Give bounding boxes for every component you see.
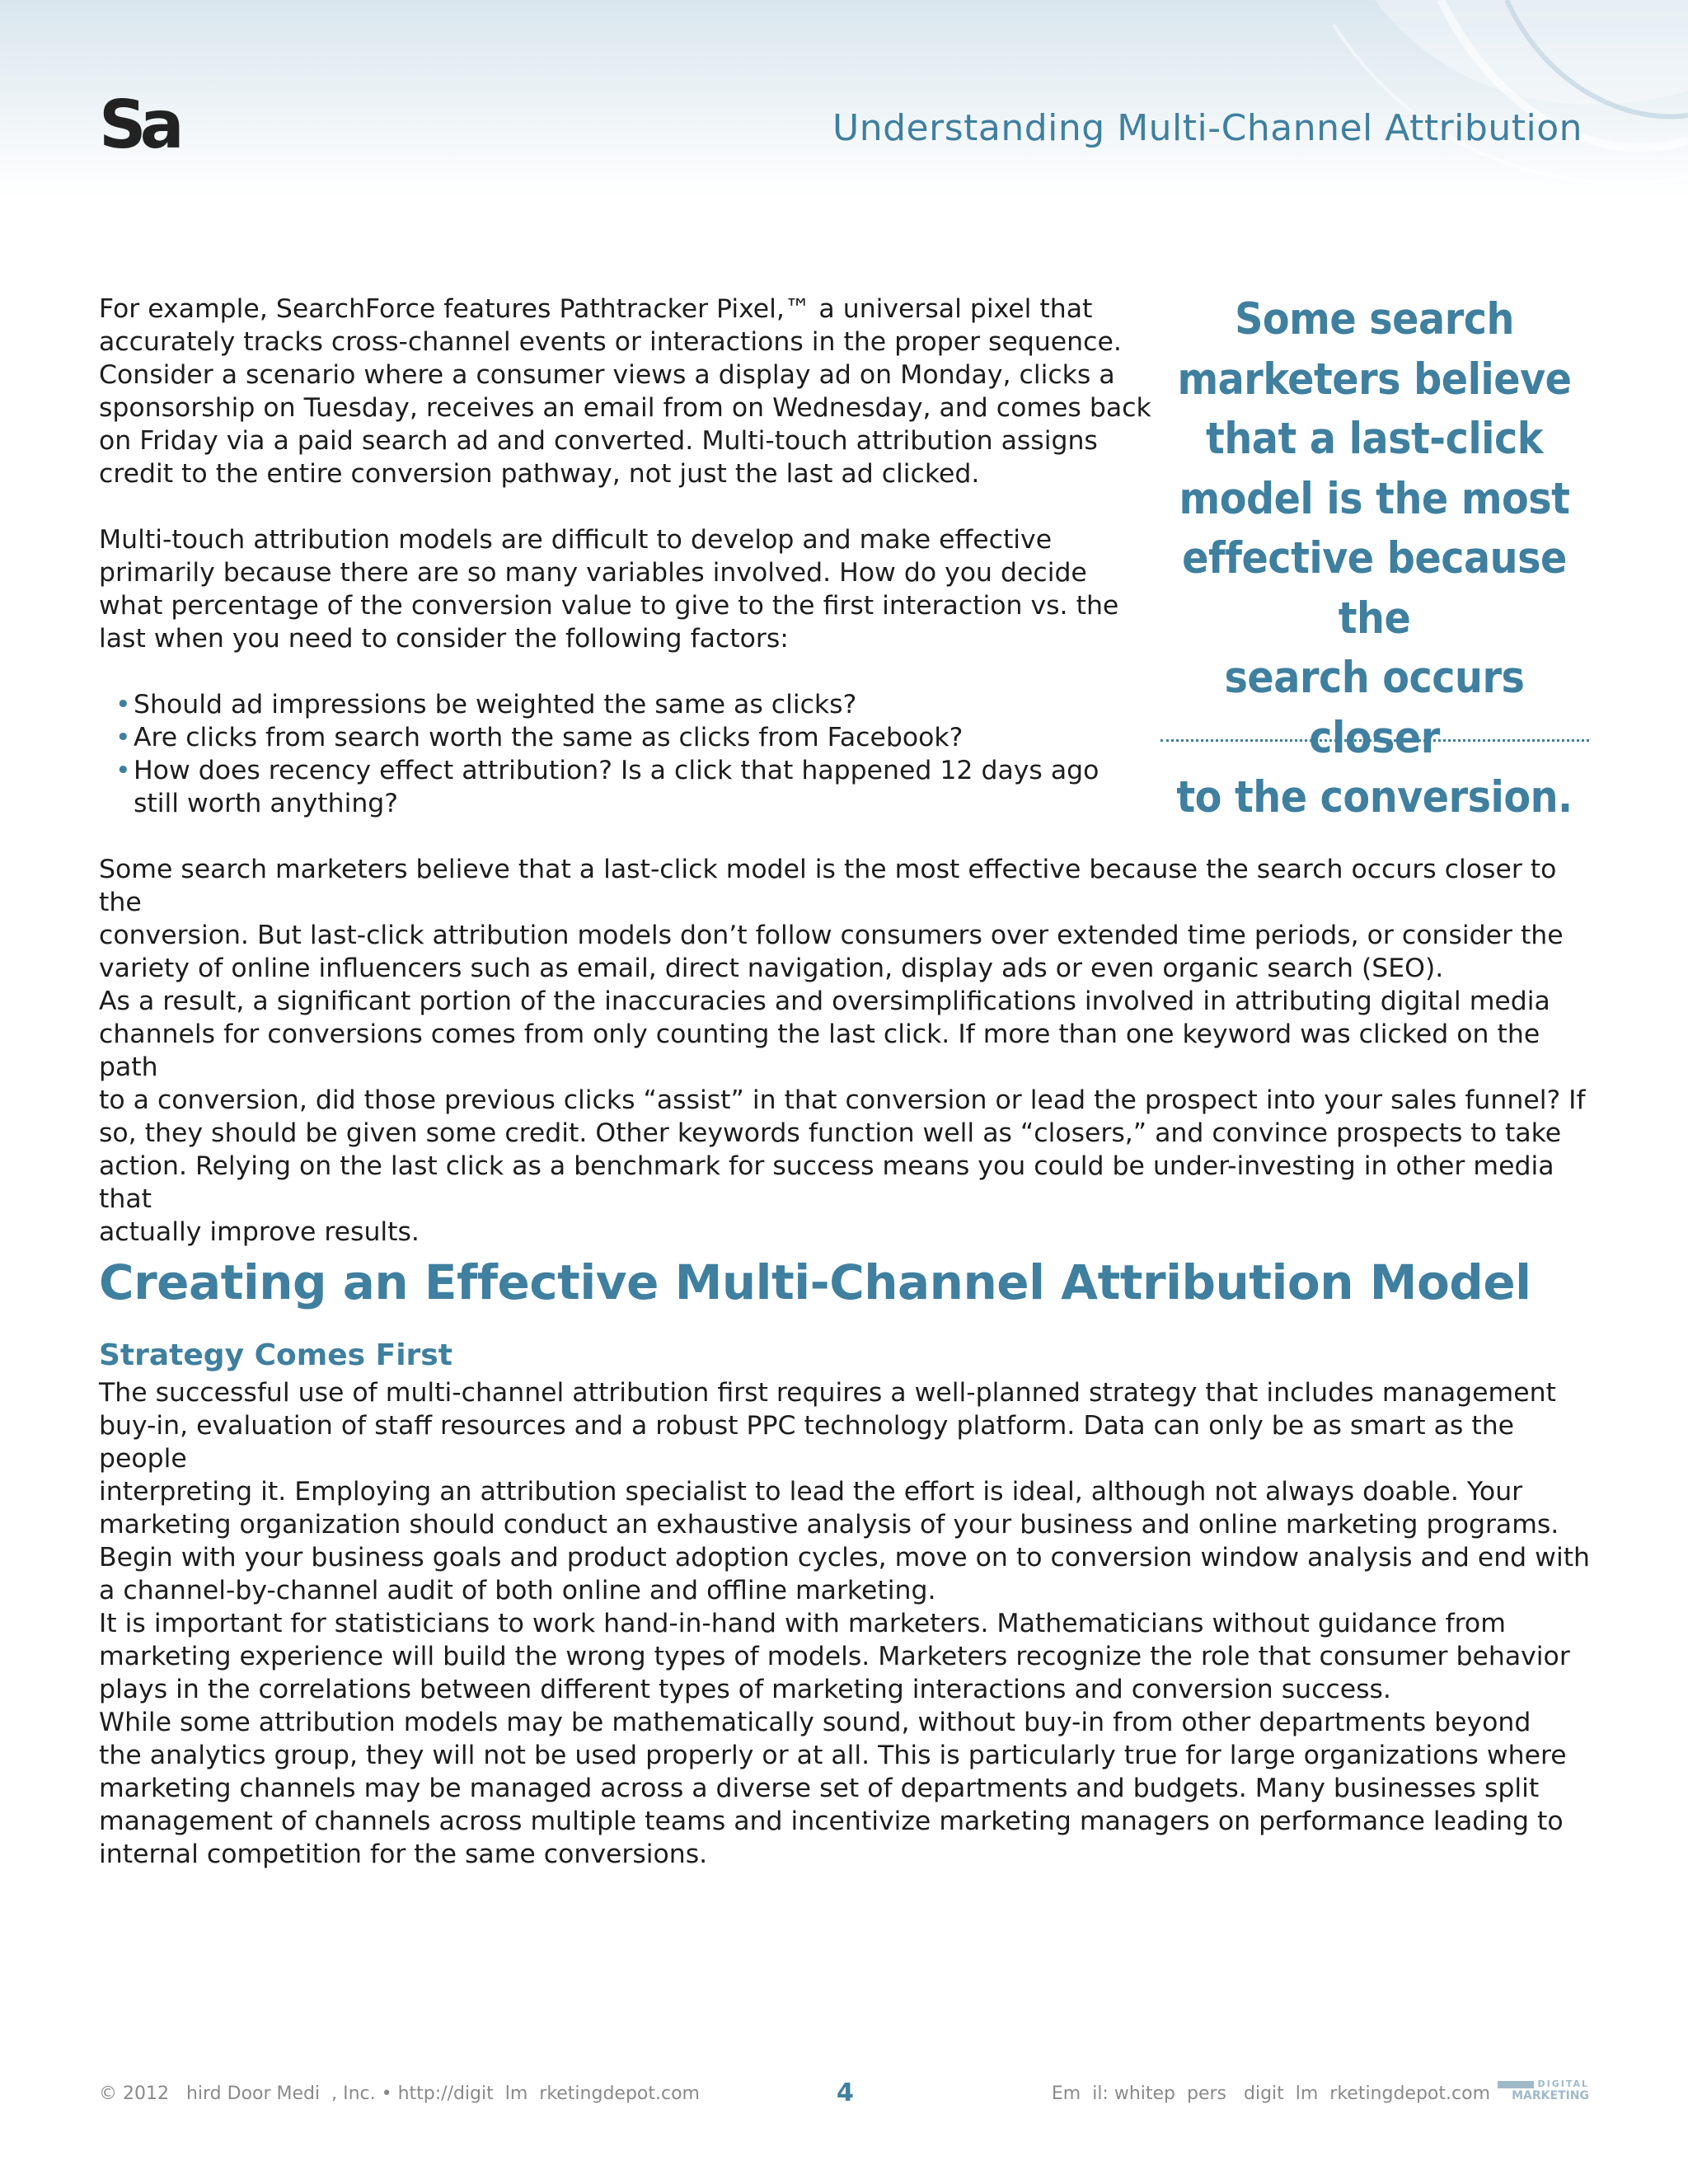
list-item <box>114 721 1119 754</box>
section-heading: Creating an Effective Multi-Channel Attribution Model <box>99 1254 1531 1310</box>
intro-paragraph-1: For example, SearchForce features Pathtracker Pixel,™ a universal pixel that accurately tracks cross-channel events or interactions in the proper sequence. Consider a scenario where a consumer views a display ad on Monday, clicks a sponsorship on Tuesday, receives an email from on Wednesday, and comes back on Friday via a paid search ad and converted. Multi-touch attribution assigns credit to the entire conversion pathway, not just the last ad clicked. <box>99 294 1151 489</box>
footer-logo <box>1497 2079 1589 2103</box>
bullet-icon: • <box>115 690 131 719</box>
pull-quote-divider <box>1160 739 1589 742</box>
section-paragraph-1: The successful use of multi-channel attribution first requires a well-planned strategy that includes management buy-in, evaluation of staff resources and a robust PPC technology platform. Data can only be as smart as the people interpreting it. Employing an attribution specialist to lead the effort is ideal, although not always doable. Your marketing organization should conduct an exhaustive analysis of your business and online marketing programs. Begin with your business goals and product adoption cycles, move on to conversion window analysis and end with a channel-by-channel audit of both online and offline marketing. <box>99 1378 1591 1605</box>
footer-email: Em il: whitep pers digit lm rketingdepot.com <box>1051 2083 1490 2104</box>
document-title: Understanding Multi-Channel Attribution <box>832 107 1582 149</box>
logo-bar-icon <box>1498 2081 1534 2088</box>
page-footer <box>99 2079 1589 2116</box>
page-header <box>0 0 1688 198</box>
factors-list <box>114 688 1119 820</box>
header-swoosh-graphic <box>1259 0 1688 198</box>
section-paragraph-2: It is important for statisticians to work hand-in-hand with marketers. Mathematicians without guidance from marketing experience will build the wrong types of models. Marketers recognize the role that consumer behavior plays in the correlations between different types of marketing interactions and conversion success. While some attribution models may be mathematically sound, without buy-in from other departments beyond the analytics group, they will not be used properly or at all. This is particularly true for large organizations where marketing channels may be managed across a diverse set of departments and budgets. Many businesses split management of channels across multiple teams and incentivize marketing managers on performance leading to internal competition for the same conversions. <box>99 1609 1570 1869</box>
list-item <box>114 754 1119 820</box>
list-item-text: Are clicks from search worth the same as clicks from Facebook? <box>134 723 964 752</box>
intro-paragraph-4: As a result, a significant portion of the inaccuracies and oversimplifications involved in attributing digital media channels for conversions comes from only counting the last click. If more than one keyword was clicked on the path to a conversion, did those previous clicks “assist” in that conversion or lead the prospect into your sales funnel? If so, they should be given some credit. Other keywords function well as “closers,” and convince prospects to take action. Relying on the last click as a benchmark for success means you could be under-investing in other media that actually improve results. <box>99 987 1586 1247</box>
pull-quote: Some search marketers believe that a last-click model is the most effective because the search occurs closer to the conversion. <box>1176 294 1573 823</box>
section-subheading: Strategy Comes First <box>99 1338 452 1372</box>
company-logo <box>99 87 178 163</box>
list-item-text: Should ad impressions be weighted the same as clicks? <box>134 690 857 719</box>
bullet-icon: • <box>115 723 131 752</box>
page-number: 4 <box>837 2079 854 2107</box>
list-item <box>114 688 1119 721</box>
bullet-icon: • <box>115 756 131 785</box>
list-item-text: How does recency effect attribution? Is a click that happened 12 days ago still worth anything? <box>134 756 1100 818</box>
footer-logo-line-2: MARKETING <box>1512 2089 1589 2102</box>
intro-paragraph-2: Multi-touch attribution models are difficult to develop and make effective primarily because there are so many variables involved. How do you decide what percentage of the conversion value to give to the first interaction vs. the last when you need to consider the following factors: <box>99 525 1119 654</box>
logo-text: Sa <box>99 87 178 163</box>
footer-copyright: © 2012 hird Door Medi , Inc. • http://digit lm rketingdepot.com <box>99 2083 700 2104</box>
intro-paragraph-3: Some search marketers believe that a last-click model is the most effective because the search occurs closer to the conversion. But last-click attribution models don’t follow consumers over extended time periods, or consider the variety of online influencers such as email, direct navigation, display ads or even organic search (SEO). <box>99 855 1564 983</box>
footer-logo-line-1: DIGITAL <box>1537 2079 1589 2089</box>
